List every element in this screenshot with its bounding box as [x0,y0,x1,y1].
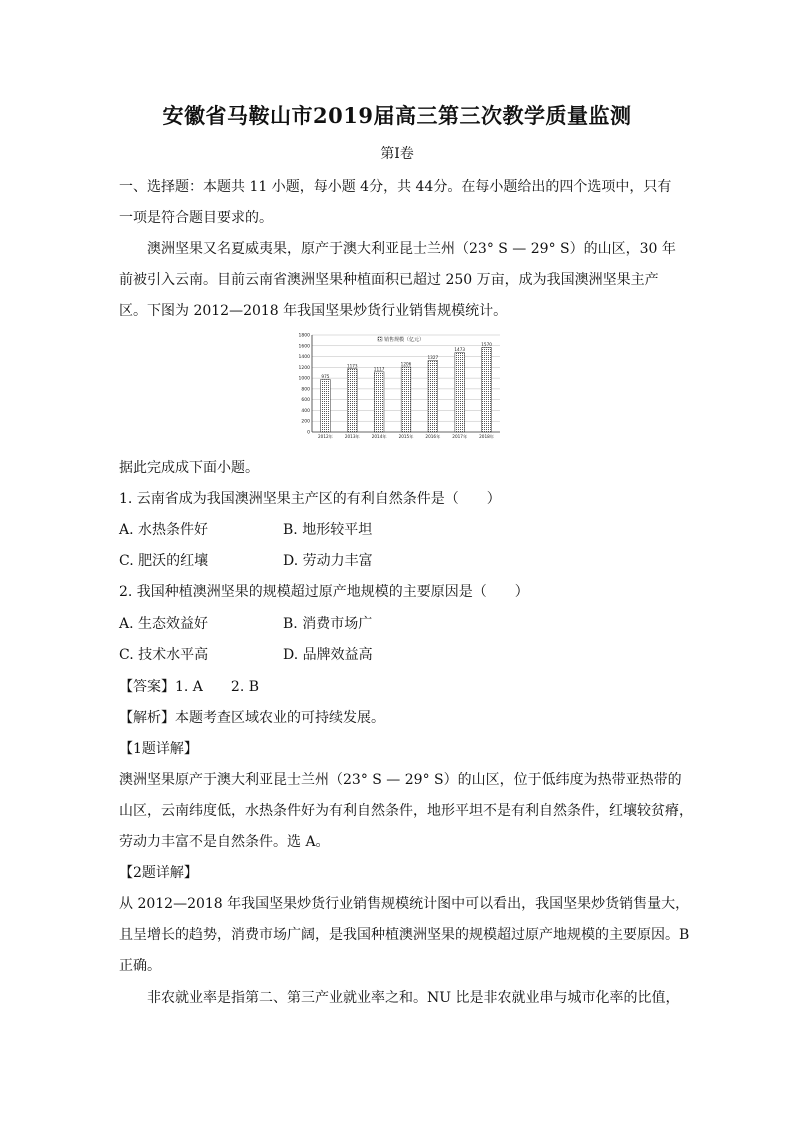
intro-line1: 澳洲坚果又名夏威夷果，原产于澳大利亚昆士兰州（23° S — 29° S）的山区，30 年 [147,241,676,257]
detail-1-heading: 【1题详解】 [119,741,198,757]
x-tick-label: 2018年 [479,434,495,439]
bar [482,347,492,432]
y-tick-label: 800 [301,387,310,393]
x-tick-label: 2016年 [425,434,441,439]
y-tick-label: 1800 [298,333,310,339]
analysis-line: 【解析】本题考查区域农业的可持续发展。 [119,710,385,726]
bar-value-label: 975 [321,373,330,379]
bar [374,372,384,432]
bar [428,360,438,432]
y-tick-label: 1400 [298,355,310,361]
bar-value-label: 1473 [454,347,466,353]
detail-2-line3: 正确。 [119,958,161,974]
y-tick-label: 400 [301,408,310,414]
bar [347,369,357,432]
detail-2-line2: 且呈增长的趋势，消费市场广阔，是我国种植澳洲坚果的规模超过原产地规模的主要原因。B [119,927,690,943]
section-instructions-line2: 一项是符合题目要求的。 [119,210,273,226]
y-tick-label: 200 [301,419,310,425]
x-tick-label: 2017年 [452,434,468,439]
bar [455,353,465,432]
sales-bar-chart [292,327,504,445]
bar-value-label: 1117 [373,366,385,372]
question-2-option-d: D. 品牌效益高 [283,647,373,663]
x-tick-label: 2014年 [371,434,387,439]
bar-value-label: 1206 [400,361,412,367]
y-tick-label: 1000 [298,376,310,382]
intro-line2: 前被引入云南。目前云南省澳洲坚果种植面积已超过 250 万亩，成为我国澳洲坚果主产 [119,272,659,288]
x-tick-label: 2013年 [344,434,360,439]
question-2-option-a: A. 生态效益好 [119,616,209,632]
instruction-text: 据此完成成下面小题。 [119,460,259,476]
legend-label: 销售规模（亿元） [384,336,425,343]
legend-swatch [378,337,382,341]
bar-value-label: 1173 [346,363,358,369]
sales-chart [292,327,504,445]
question-1-option-b: B. 地形较平坦 [283,522,373,538]
question-1-option-a: A. 水热条件好 [119,522,209,538]
answer-line: 【答案】1. A 2. B [119,679,260,695]
question-2-option-c: C. 技术水平高 [119,647,209,663]
question-1-stem: 1. 云南省成为我国澳洲坚果主产区的有利自然条件是（ ） [119,491,501,507]
section-instructions-line1: 一、选择题：本题共 11 小题，每小题 4分，共 44分。在每小题给出的四个选项中，只有 [119,179,672,195]
question-2-option-b: B. 消费市场广 [283,616,373,632]
y-tick-label: 1200 [298,365,310,371]
x-tick-label: 2012年 [317,434,333,439]
detail-1-line3: 劳动力丰富不是自然条件。选 A。 [119,834,330,850]
next-paragraph-line: 非农就业率是指第二、第三产业就业率之和。NU 比是非农就业串与城市化率的比值， [147,990,680,1006]
x-tick-label: 2015年 [398,434,414,439]
bar-value-label: 1327 [427,354,439,360]
y-tick-label: 0 [307,430,310,436]
page-title: 安徽省马鞍山市2019届高三第三次教学质量监测 [162,103,632,128]
y-tick-label: 600 [301,398,310,404]
bar-value-label: 1570 [481,341,492,347]
question-2-stem: 2. 我国种植澳洲坚果的规模超过原产地规模的主要原因是（ ） [119,584,529,600]
question-1-option-c: C. 肥沃的红壤 [119,553,209,569]
detail-1-line1: 澳洲坚果原产于澳大利亚昆士兰州（23° S — 29° S）的山区，位于低纬度为热带亚热带的 [119,772,682,788]
intro-line3: 区。下图为 2012—2018 年我国坚果炒货行业销售规模统计。 [119,303,508,319]
bar [401,367,411,432]
y-tick-label: 1600 [298,344,310,350]
section-subtitle: 第Ⅰ卷 [380,146,414,162]
detail-1-line2: 山区，云南纬度低，水热条件好为有利自然条件，地形平坦不是有利自然条件，红壤较贫瘠， [119,803,693,819]
detail-2-heading: 【2题详解】 [119,865,198,881]
bar [321,379,331,432]
detail-2-line1: 从 2012—2018 年我国坚果炒货行业销售规模统计图中可以看出，我国坚果炒货销售量大， [119,896,690,912]
question-1-option-d: D. 劳动力丰富 [283,553,373,569]
